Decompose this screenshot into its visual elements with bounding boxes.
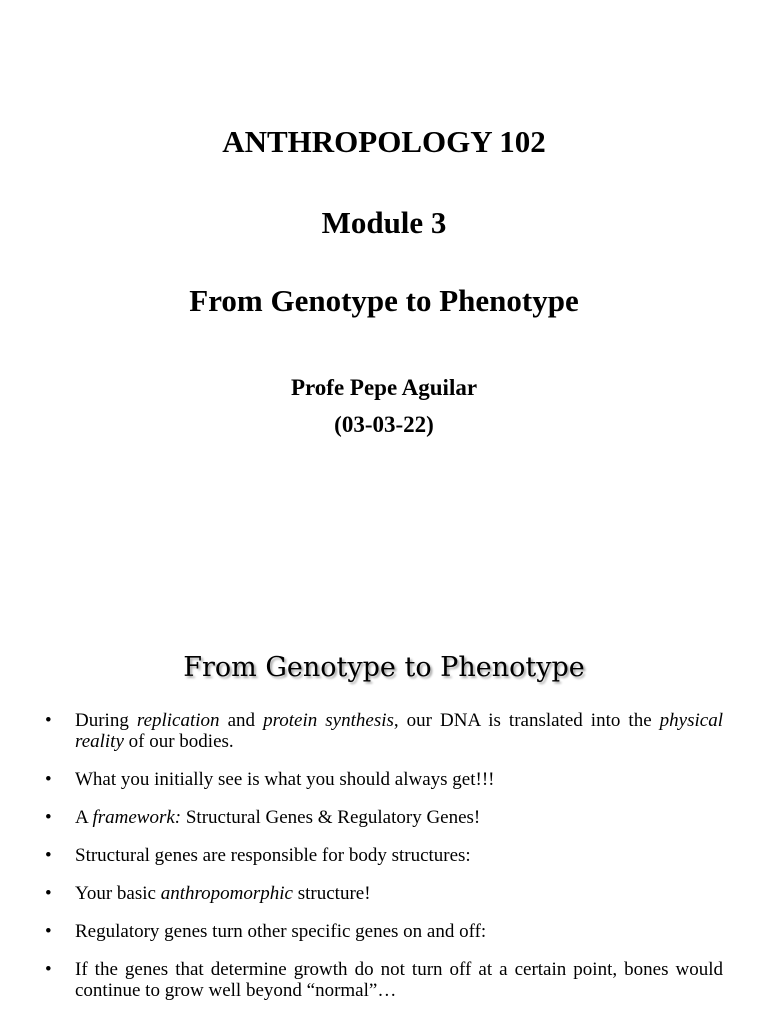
bullet-text-segment: A bbox=[75, 807, 93, 828]
bullet-text-segment: During bbox=[75, 710, 137, 731]
lecture-date: (03-03-22) bbox=[334, 412, 434, 437]
bullet-text-segment: Structural genes are responsible for body structures: bbox=[75, 845, 471, 866]
bullet-text-italic: replication bbox=[136, 710, 220, 731]
bullet-text-segment: and bbox=[219, 710, 264, 731]
bullet-text bbox=[75, 769, 495, 790]
bullet-marker: • bbox=[45, 807, 52, 828]
bullet-item bbox=[45, 921, 723, 942]
bullet-text-italic: framework: bbox=[92, 807, 182, 828]
bullet-item bbox=[45, 845, 723, 866]
bullet-text-segment: Your basic bbox=[75, 883, 161, 904]
bullet-marker: • bbox=[45, 710, 52, 731]
bullet-item bbox=[45, 807, 723, 828]
bullet-text-segment: , our DNA is translated into the bbox=[393, 710, 660, 731]
bullet-marker: • bbox=[45, 921, 52, 942]
bullet-marker: • bbox=[45, 845, 52, 866]
content-slide bbox=[0, 640, 768, 1024]
bullet-item bbox=[45, 710, 723, 752]
bullet-text-segment: structure! bbox=[292, 883, 371, 904]
bullet-item bbox=[45, 883, 723, 904]
bullet-text-segment: Regulatory genes turn other specific genes on and off: bbox=[75, 921, 487, 942]
course-title: ANTHROPOLOGY 102 bbox=[222, 124, 546, 159]
bullet-text-italic: protein synthesis bbox=[263, 710, 394, 731]
bullet-text bbox=[75, 883, 371, 904]
bullet-text-segment: of our bodies. bbox=[123, 731, 234, 752]
slide-heading: From Genotype to Phenotype bbox=[183, 652, 585, 683]
bullet-text bbox=[75, 921, 486, 942]
bullet-text-segment: If the genes that determine growth do not turn off at a certain point, bones would continue to grow well beyond “normal”… bbox=[75, 959, 723, 1001]
bullet-text bbox=[75, 710, 723, 752]
bullet-text-italic: physical reality bbox=[75, 710, 723, 752]
bullet-text bbox=[75, 959, 723, 1001]
bullet-text bbox=[75, 845, 471, 866]
bullet-item bbox=[45, 769, 723, 790]
topic-title: From Genotype to Phenotype bbox=[189, 283, 579, 318]
author-name: Profe Pepe Aguilar bbox=[290, 375, 478, 400]
bullet-marker: • bbox=[45, 769, 52, 790]
bullet-text-segment: Structural Genes & Regulatory Genes! bbox=[181, 807, 481, 828]
bullet-text bbox=[75, 807, 480, 828]
bullet-marker: • bbox=[45, 883, 52, 904]
bullet-list bbox=[45, 710, 723, 1018]
bullet-marker: • bbox=[45, 959, 52, 980]
bullet-item bbox=[45, 959, 723, 1001]
bullet-text-italic: anthropomorphic bbox=[160, 883, 293, 904]
bullet-text-segment: What you initially see is what you should always get!!! bbox=[75, 769, 495, 790]
module-title: Module 3 bbox=[321, 205, 447, 240]
